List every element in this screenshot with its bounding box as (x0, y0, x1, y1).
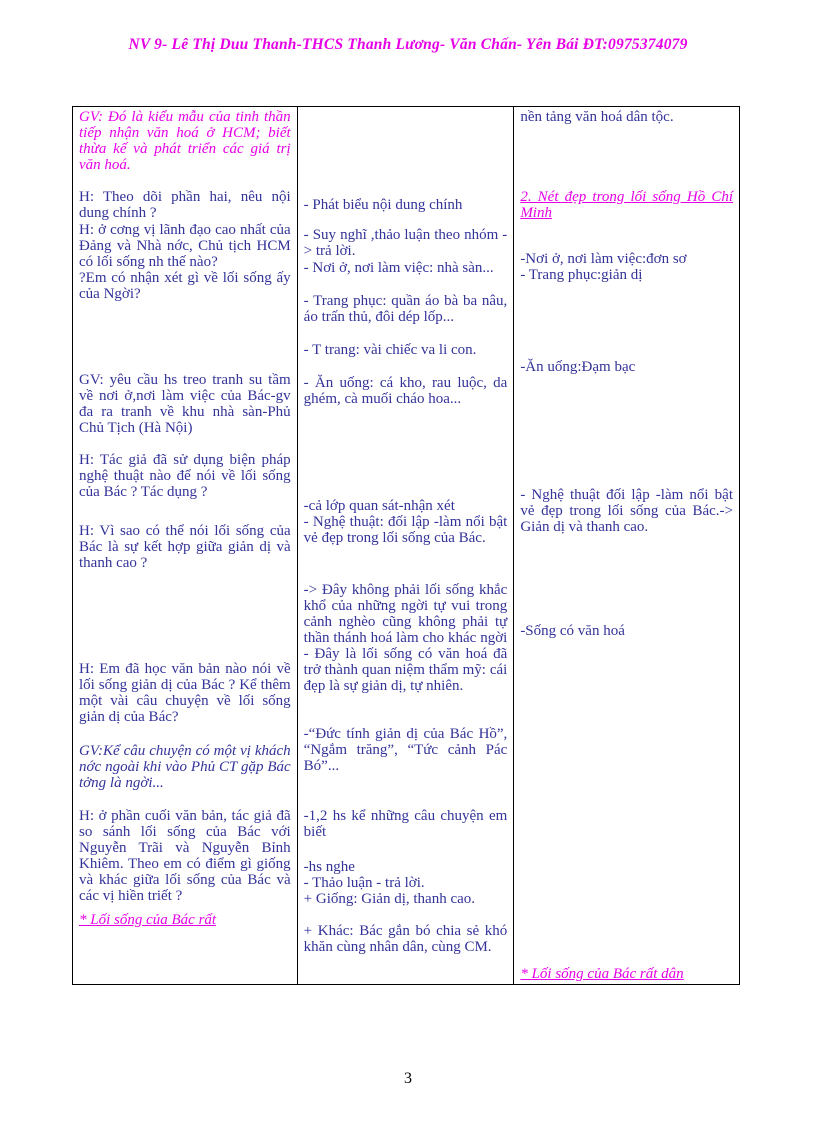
col1-item: GV: Đó là kiểu mẫu của tinh thần tiếp nhận văn hoá ở HCM; biết thừa kế và phát triển các giá trị văn hoá. (79, 109, 291, 173)
col2-item: - Suy nghĩ ,thảo luận theo nhóm -> trả lời. (303, 227, 508, 259)
col2-item: - Phát biểu nội dung chính (303, 197, 463, 213)
col2-item: -hs nghe (303, 859, 355, 875)
col1-item: ?Em có nhận xét gì về lối sống ấy của Ngời? (79, 270, 291, 302)
col1-item: * Lối sống của Bác rất (79, 912, 217, 928)
col1-item: H: Tác giả đã sử dụng biện pháp nghệ thuật nào để nói về lối sống của Bác ? Tác dụng ? (79, 452, 291, 500)
col2-item: -cả lớp quan sát-nhận xét (303, 498, 455, 514)
col3-item: - Trang phục:giản dị (520, 267, 643, 283)
col2-item: -“Đức tính giản dị của Bác Hồ”, “Ngắm trăng”, “Tức cảnh Pác Bó”... (303, 726, 508, 774)
student-activity-column (297, 107, 514, 985)
section-heading: 2. Nét đẹp trong lối sống Hồ Chí Minh (520, 189, 733, 221)
col2-item: + Khác: Bác gắn bó chia sẻ khó khăn cùng nhân dân, cùng CM. (303, 923, 508, 955)
content-column (514, 107, 740, 985)
col3-item: - Nghệ thuật đối lập -làm nổi bật vẻ đẹp trong lối sống của Bác.-> Giản dị và thanh cao. (520, 487, 733, 535)
col2-item: -1,2 hs kể những câu chuyện em biết (303, 808, 508, 840)
col2-item: - Trang phục: quần áo bà ba nâu, áo trấn thủ, đôi dép lốp... (303, 293, 508, 325)
col3-item: * Lối sống của Bác rất dân (520, 966, 684, 982)
col2-item: + Giống: Giản dị, thanh cao. (303, 891, 476, 907)
col1-item: H: ở cơng vị lãnh đạo cao nhất của Đảng và Nhà nớc, Chủ tịch HCM có lối sống nh thế nào? (79, 222, 291, 270)
col2-item: - Ăn uống: cá kho, rau luộc, da ghém, cà muối cháo hoa... (303, 375, 508, 407)
table-row (73, 107, 740, 985)
col2-item: -> Đây không phải lối sống khắc khổ của những ngời tự vui trong cảnh nghèo cũng không phải tự thần thánh hoá làm cho khác ngời - Đây là lối sống có văn hoá đã trở thành quan niệm thẩm mỹ: cái đẹp là sự giản dị, tự nhiên. (303, 582, 508, 694)
col2-item: - Nơi ở, nơi làm việc: nhà sàn... (303, 260, 494, 276)
col1-item: H: Vì sao có thể nói lối sống của Bác là sự kết hợp giữa giản dị và thanh cao ? (79, 523, 291, 571)
col3-item: -Nơi ở, nơi làm việc:đơn sơ (520, 251, 687, 267)
col1-item: H: ở phần cuối văn bản, tác giả đã so sánh lối sống của Bác với Nguyễn Trãi và Nguyễn Bỉnh Khiêm. Theo em có điểm gì giống và khác giữa lối sống của Bác và các vị hiền triết ? (79, 808, 291, 904)
col3-item: -Sống có văn hoá (520, 623, 625, 639)
col1-item: H: Theo dõi phần hai, nêu nội dung chính ? (79, 189, 291, 221)
col1-item: GV: yêu cầu hs treo tranh su tầm về nơi ở,nơi làm việc của Bác-gv đa ra tranh về khu nhà sàn-Phủ Chủ Tịch (Hà Nội) (79, 372, 291, 436)
col2-item: - Nghệ thuật: đối lập -làm nổi bật vẻ đẹp trong lối sống của Bác. (303, 514, 508, 546)
col3-item: nền tảng văn hoá dân tộc. (520, 109, 674, 125)
page-number: 3 (404, 1070, 412, 1087)
col2-item: - Thảo luận - trả lời. (303, 875, 425, 891)
page-header: NV 9- Lê Thị Duu Thanh-THCS Thanh Lương- Văn Chấn- Yên Bái ĐT:0975374079 (128, 36, 688, 53)
col3-item: -Ăn uống:Đạm bạc (520, 359, 636, 375)
col2-item: - T trang: vài chiếc va li con. (303, 342, 477, 358)
col1-item: GV:Kể câu chuyện có một vị khách nớc ngoài khi vào Phủ CT gặp Bác tởng là ngời... (79, 743, 291, 791)
lesson-table (72, 106, 740, 985)
col1-item: H: Em đã học văn bản nào nói về lối sống giản dị của Bác ? Kể thêm một vài câu chuyện về lối sống giản dị của Bác? (79, 661, 291, 725)
teacher-activity-column (73, 107, 298, 985)
